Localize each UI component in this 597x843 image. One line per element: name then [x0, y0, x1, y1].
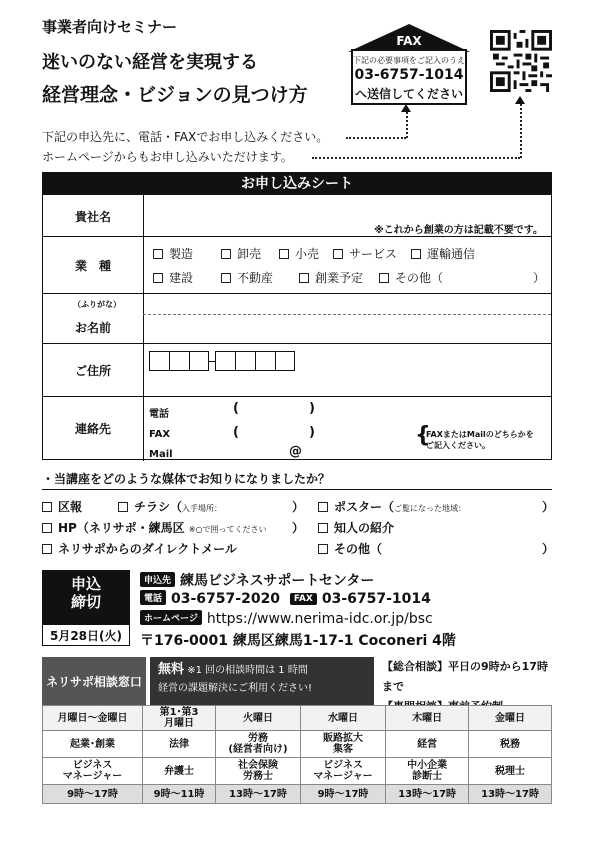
name-label: お名前: [43, 313, 143, 341]
qr-code-icon[interactable]: [490, 30, 552, 92]
tag-apply-to: 申込先: [140, 572, 175, 587]
expert-cell: ビジネス マネージャー: [300, 758, 385, 785]
industry-label: 業 種: [43, 237, 143, 293]
address-label: ご住所: [43, 344, 143, 396]
fax-input-label: FAX: [149, 429, 171, 440]
topic-cell: 法律: [143, 731, 216, 758]
free-label: 無料: [158, 662, 185, 677]
industry-option[interactable]: 製造: [153, 245, 193, 262]
dotted-leader-1-vertical: [406, 112, 408, 138]
industry-option[interactable]: 運輸通信: [411, 245, 475, 262]
industry-option[interactable]: その他（: [379, 269, 443, 286]
expert-cell: 税理士: [469, 758, 552, 785]
checkbox[interactable]: [379, 273, 389, 283]
fax-number: 03-6757-1014: [354, 67, 464, 83]
industry-option[interactable]: 建設: [153, 269, 193, 286]
industry-option[interactable]: 創業予定: [299, 269, 363, 286]
media-option-kuho[interactable]: 区報: [42, 498, 82, 515]
furigana-divider: [143, 314, 551, 315]
day-cell: 水曜日: [300, 706, 385, 731]
checkbox[interactable]: [42, 502, 52, 512]
industry-option[interactable]: 卸売: [221, 245, 261, 262]
media-option-other[interactable]: その他（: [318, 540, 382, 557]
close-paren: ）: [533, 271, 546, 285]
checkbox[interactable]: [221, 273, 231, 283]
tag-homepage: ホームページ: [140, 610, 202, 625]
day-cell: 第1･第3 月曜日: [143, 706, 216, 731]
fax-input[interactable]: [173, 425, 413, 441]
consultation-hours: [378, 657, 552, 705]
time-cell: 9時～11時: [143, 785, 216, 804]
postal-code-first[interactable]: [149, 351, 209, 371]
mail-label: Mail: [149, 449, 173, 460]
media-option-poster[interactable]: ポスター（ご覧になった地域：: [318, 498, 466, 515]
time-cell: 13時～17時: [469, 785, 552, 804]
contact-label: 連絡先: [43, 397, 143, 459]
fax-house-badge: [346, 22, 472, 106]
furigana-label: （ふりがな）: [73, 300, 121, 309]
intro-text-1: 下記の申込先に、電話・FAXでお申し込みください。: [42, 130, 329, 144]
checkbox[interactable]: [118, 502, 128, 512]
intro-text-2: ホームページからもお申し込みいただけます。: [42, 150, 293, 164]
fax-label: FAX: [396, 34, 422, 48]
apply-phone-fax: [140, 590, 431, 607]
company-label: 貴社名: [43, 196, 143, 236]
media-option-friend[interactable]: 知人の紹介: [318, 519, 394, 536]
topic-cell: 税務: [469, 731, 552, 758]
mail-input[interactable]: [173, 444, 413, 460]
time-cell: 9時～17時: [300, 785, 385, 804]
media-question: ・当講座をどのような媒体でお知りになりましたか？: [42, 472, 331, 486]
form-title: お申し込みシート: [43, 173, 551, 195]
deadline-date: 5月28日(火): [42, 624, 130, 646]
tag-tel: 電話: [140, 590, 166, 605]
consultation-schedule: [42, 705, 552, 804]
consultation-info: 無料 ※1 回の相談時間は 1 時間 経営の課題解決にご利用ください!: [150, 657, 374, 705]
apply-url-link[interactable]: https://www.nerima-idc.or.jp/bsc: [206, 611, 433, 627]
industry-option[interactable]: 不動産: [221, 269, 273, 286]
industry-option[interactable]: 小売: [279, 245, 319, 262]
media-option-chirashi[interactable]: チラシ（入手場所：: [118, 498, 222, 515]
checkbox[interactable]: [318, 523, 328, 533]
seminar-title-line1: 迷いのない経営を実現する: [42, 52, 258, 73]
deadline-label-2: 締切: [70, 593, 101, 611]
apply-address: 〒176-0001 練馬区練馬1-17-1 Coconeri 4階: [140, 633, 456, 649]
apply-homepage: [140, 610, 433, 627]
deadline-badge: [42, 570, 130, 646]
tel-input[interactable]: [173, 401, 413, 417]
checkbox[interactable]: [153, 249, 163, 259]
checkbox[interactable]: [42, 544, 52, 554]
dotted-leader-2: [312, 157, 520, 159]
media-option-dm[interactable]: ネリサポからのダイレクトメール: [42, 540, 237, 557]
day-cell: 木曜日: [386, 706, 469, 731]
apply-organization: 申込先 練馬ビジネスサポートセンター: [140, 570, 374, 590]
expert-cell: 弁護士: [143, 758, 216, 785]
dotted-leader-1: [346, 137, 406, 139]
apply-fax[interactable]: 03-6757-1014: [321, 591, 431, 607]
brace-icon: {: [415, 423, 431, 448]
dotted-leader-2-vertical: [520, 104, 522, 158]
fax-note: 下記の必要事項をご記入のうえ: [353, 56, 465, 65]
form-divider: [143, 195, 144, 461]
fax-send-text: へ送信してください: [354, 87, 463, 101]
name-field[interactable]: [153, 316, 549, 342]
consultation-head: ネリサポ相談窓口: [42, 657, 146, 705]
topic-cell: 労務 (経営者向け): [216, 731, 301, 758]
checkbox[interactable]: [279, 249, 289, 259]
topic-cell: 販路拡大 集客: [300, 731, 385, 758]
contact-note-2: ご記入ください。: [426, 441, 490, 450]
company-note: ※これから創業の方は記載不要です。: [374, 225, 543, 236]
tel-label: 電話: [149, 409, 169, 420]
seminar-title-line2: 経営理念・ビジョンの見つけ方: [42, 84, 308, 106]
apply-tel[interactable]: 03-6757-2020: [171, 591, 281, 607]
time-cell: 13時～17時: [216, 785, 301, 804]
day-cell: 金曜日: [469, 706, 552, 731]
checkbox[interactable]: [411, 249, 421, 259]
topic-cell: 経営: [386, 731, 469, 758]
contact-note-1: FAXまたはMailのどちらかを: [426, 430, 534, 439]
arrow-up-icon: [401, 104, 411, 112]
media-option-hp[interactable]: HP（ネリサポ・練馬区 ※○で囲ってください: [42, 519, 266, 536]
checkbox[interactable]: [318, 544, 328, 554]
time-cell: 13時～17時: [386, 785, 469, 804]
checkbox[interactable]: [42, 523, 52, 533]
time-cell: 9時～17時: [43, 785, 143, 804]
deadline-label-1: 申込: [70, 575, 101, 593]
checkbox[interactable]: [153, 273, 163, 283]
checkbox[interactable]: [221, 249, 231, 259]
checkbox[interactable]: [318, 502, 328, 512]
address-field[interactable]: [303, 349, 549, 393]
question-rule: [42, 489, 552, 490]
tag-fax: FAX: [290, 593, 317, 605]
day-cell: 月曜日～金曜日: [43, 706, 143, 731]
expert-cell: 中小企業 診断士: [386, 758, 469, 785]
topic-cell: 起業･創業: [43, 731, 143, 758]
expert-cell: ビジネス マネージャー: [43, 758, 143, 785]
day-cell: 火曜日: [216, 706, 301, 731]
seminar-category: 事業者向けセミナー: [42, 18, 178, 36]
general-consultation: 【総合相談】平日の9時から17時まで: [382, 660, 548, 693]
at-sign: @: [289, 444, 302, 459]
application-form: お申し込みシート 貴社名 ※これから創業の方は記載不要です。 業 種 製造 卸売 小売 サービス 運輸通信 建設 不動産 創業予定 その他（ ） （ふりがな） お名前 ご住所 連絡先 電話 ( ) FAX ( ) Mail @ { FAXまたはMailのどちらかを ご記入ください。: [42, 172, 552, 460]
arrow-up-icon: [515, 96, 525, 104]
expert-cell: 社会保険 労務士: [216, 758, 301, 785]
checkbox[interactable]: [299, 273, 309, 283]
industry-option[interactable]: サービス: [333, 245, 397, 262]
checkbox[interactable]: [333, 249, 343, 259]
furigana-field[interactable]: [153, 294, 549, 314]
